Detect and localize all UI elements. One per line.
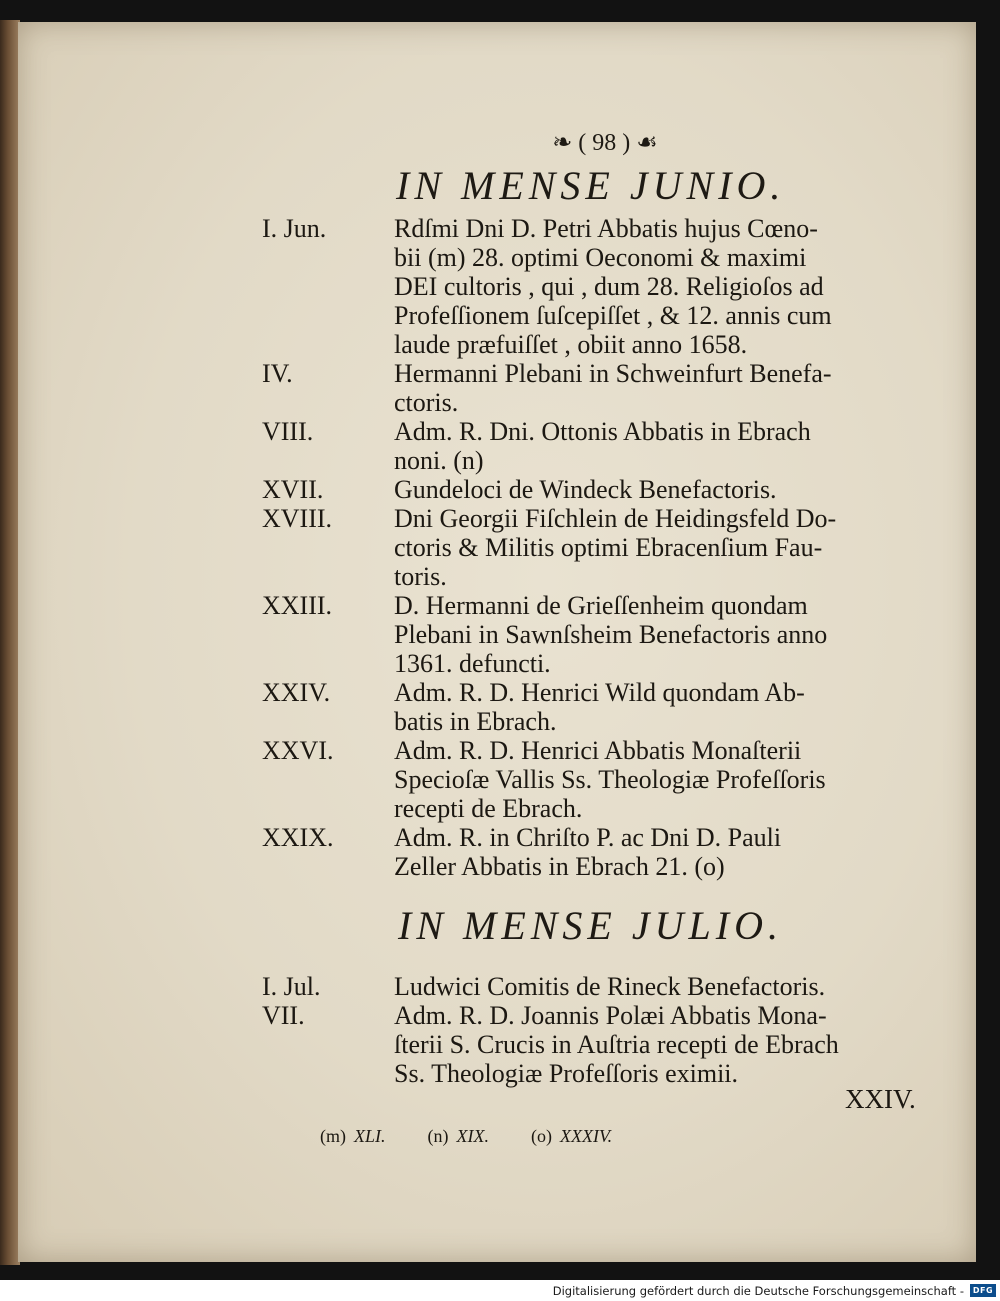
entry-line: batis in Ebrach.	[394, 707, 557, 736]
entry-line: Specioſæ Vallis Ss. Theologiæ Profeſſoris	[394, 765, 826, 794]
footnote-ref: XLI.	[354, 1126, 386, 1146]
footnote-mark: (n)	[427, 1126, 449, 1146]
entry	[262, 823, 942, 881]
page-header	[500, 128, 710, 157]
footnote	[320, 1126, 386, 1147]
footer-bar	[0, 1280, 1000, 1301]
entry-line: Adm. R. D. Henrici Wild quondam Ab-	[394, 678, 805, 707]
entry-line: recepti de Ebrach.	[394, 794, 583, 823]
header-ornament-left: ❧	[552, 130, 579, 156]
footnote-mark: (m)	[320, 1126, 346, 1146]
entry-line: Adm. R. Dni. Ottonis Abbatis in Ebrach	[394, 417, 811, 446]
entry-date: I. Jul.	[262, 972, 321, 1001]
entry-text	[394, 591, 924, 678]
entry-line: toris.	[394, 562, 447, 591]
entry-line: laude præfuiſſet , obiit anno 1658.	[394, 330, 748, 359]
entry-date: XVII.	[262, 475, 324, 504]
funding-credit: Digitalisierung gefördert durch die Deutsche Forschungsgemeinschaft -	[552, 1283, 964, 1298]
entry-text	[394, 972, 924, 1001]
entry-date: XVIII.	[262, 504, 333, 533]
entry-text	[394, 1001, 924, 1088]
entry-line: Dni Georgii Fiſchlein de Heidingsfeld Do-	[394, 504, 837, 533]
entries-june	[262, 214, 942, 881]
entry	[262, 214, 942, 359]
entry-line: Hermanni Plebani in Schweinfurt Benefa-	[394, 359, 832, 388]
entry	[262, 475, 942, 504]
entry	[262, 972, 942, 1001]
footnotes	[320, 1126, 612, 1147]
entry	[262, 1001, 942, 1088]
entry-line: Ludwici Comitis de Rineck Benefactoris.	[394, 972, 826, 1001]
entry-line: Zeller Abbatis in Ebrach 21. (o)	[394, 852, 725, 881]
entry-line: D. Hermanni de Grieſſenheim quondam	[394, 591, 808, 620]
footnote	[428, 1126, 489, 1147]
entry-line: Rdſmi Dni D. Petri Abbatis hujus Cœno-	[394, 214, 818, 243]
entry-date: VIII.	[262, 417, 314, 446]
entry-line: Profeſſionem ſuſcepiſſet , & 12. annis cum	[394, 301, 832, 330]
entry	[262, 736, 942, 823]
page-number: ( 98 )	[578, 130, 631, 156]
entry-date: XXIV.	[262, 678, 331, 707]
entry-line: DEI cultoris , qui , dum 28. Religioſos ad	[394, 272, 824, 301]
entry-line: Plebani in Sawnſsheim Benefactoris anno	[394, 620, 828, 649]
entry-line: Adm. R. D. Henrici Abbatis Monaſterii	[394, 736, 802, 765]
entry-text	[394, 678, 924, 736]
footnote-ref: XXXIV.	[559, 1126, 613, 1146]
entry-text	[394, 214, 924, 359]
entry-date: VII.	[262, 1001, 305, 1030]
entry-line: Adm. R. D. Joannis Polæi Abbatis Mona-	[394, 1001, 827, 1030]
dfg-logo-icon: DFG	[970, 1284, 996, 1297]
entry-line: ctoris.	[394, 388, 459, 417]
entry-date: XXIII.	[262, 591, 333, 620]
section-heading-june: IN MENSE JUNIO.	[396, 163, 786, 208]
header-ornament-right: ☙	[630, 130, 658, 156]
entry-line: Gundeloci de Windeck Benefactoris.	[394, 475, 777, 504]
entry	[262, 359, 942, 417]
entry-line: ctoris & Militis optimi Ebracenſium Fau-	[394, 533, 823, 562]
entry-text	[394, 417, 924, 475]
entry-line: ſterii S. Crucis in Auſtria recepti de Ebrach	[394, 1030, 839, 1059]
entry-text	[394, 736, 924, 823]
entry-text	[394, 475, 924, 504]
entry-text	[394, 504, 924, 591]
entry	[262, 678, 942, 736]
entry	[262, 504, 942, 591]
entry-line: bii (m) 28. optimi Oeconomi & maximi	[394, 243, 807, 272]
entry-date: XXIX.	[262, 823, 334, 852]
entry-line: noni. (n)	[394, 446, 484, 475]
section-heading-july: IN MENSE JULIO.	[398, 903, 783, 948]
entry-line: Ss. Theologiæ Profeſſoris eximii.	[394, 1059, 739, 1088]
entry-text	[394, 823, 924, 881]
entry-line: 1361. defuncti.	[394, 649, 551, 678]
footnote-ref: XIX.	[456, 1126, 489, 1146]
entry-line: Adm. R. in Chriſto P. ac Dni D. Pauli	[394, 823, 782, 852]
entry-date: XXVI.	[262, 736, 334, 765]
entry-date: IV.	[262, 359, 293, 388]
footnote-mark: (o)	[530, 1126, 552, 1146]
footnote	[531, 1126, 612, 1147]
book-edge	[0, 20, 20, 1265]
entry	[262, 591, 942, 678]
entry	[262, 417, 942, 475]
entry-text	[394, 359, 924, 417]
entry-date: I. Jun.	[262, 214, 327, 243]
catchword: XXIV.	[845, 1084, 916, 1114]
entries-july	[262, 972, 942, 1088]
